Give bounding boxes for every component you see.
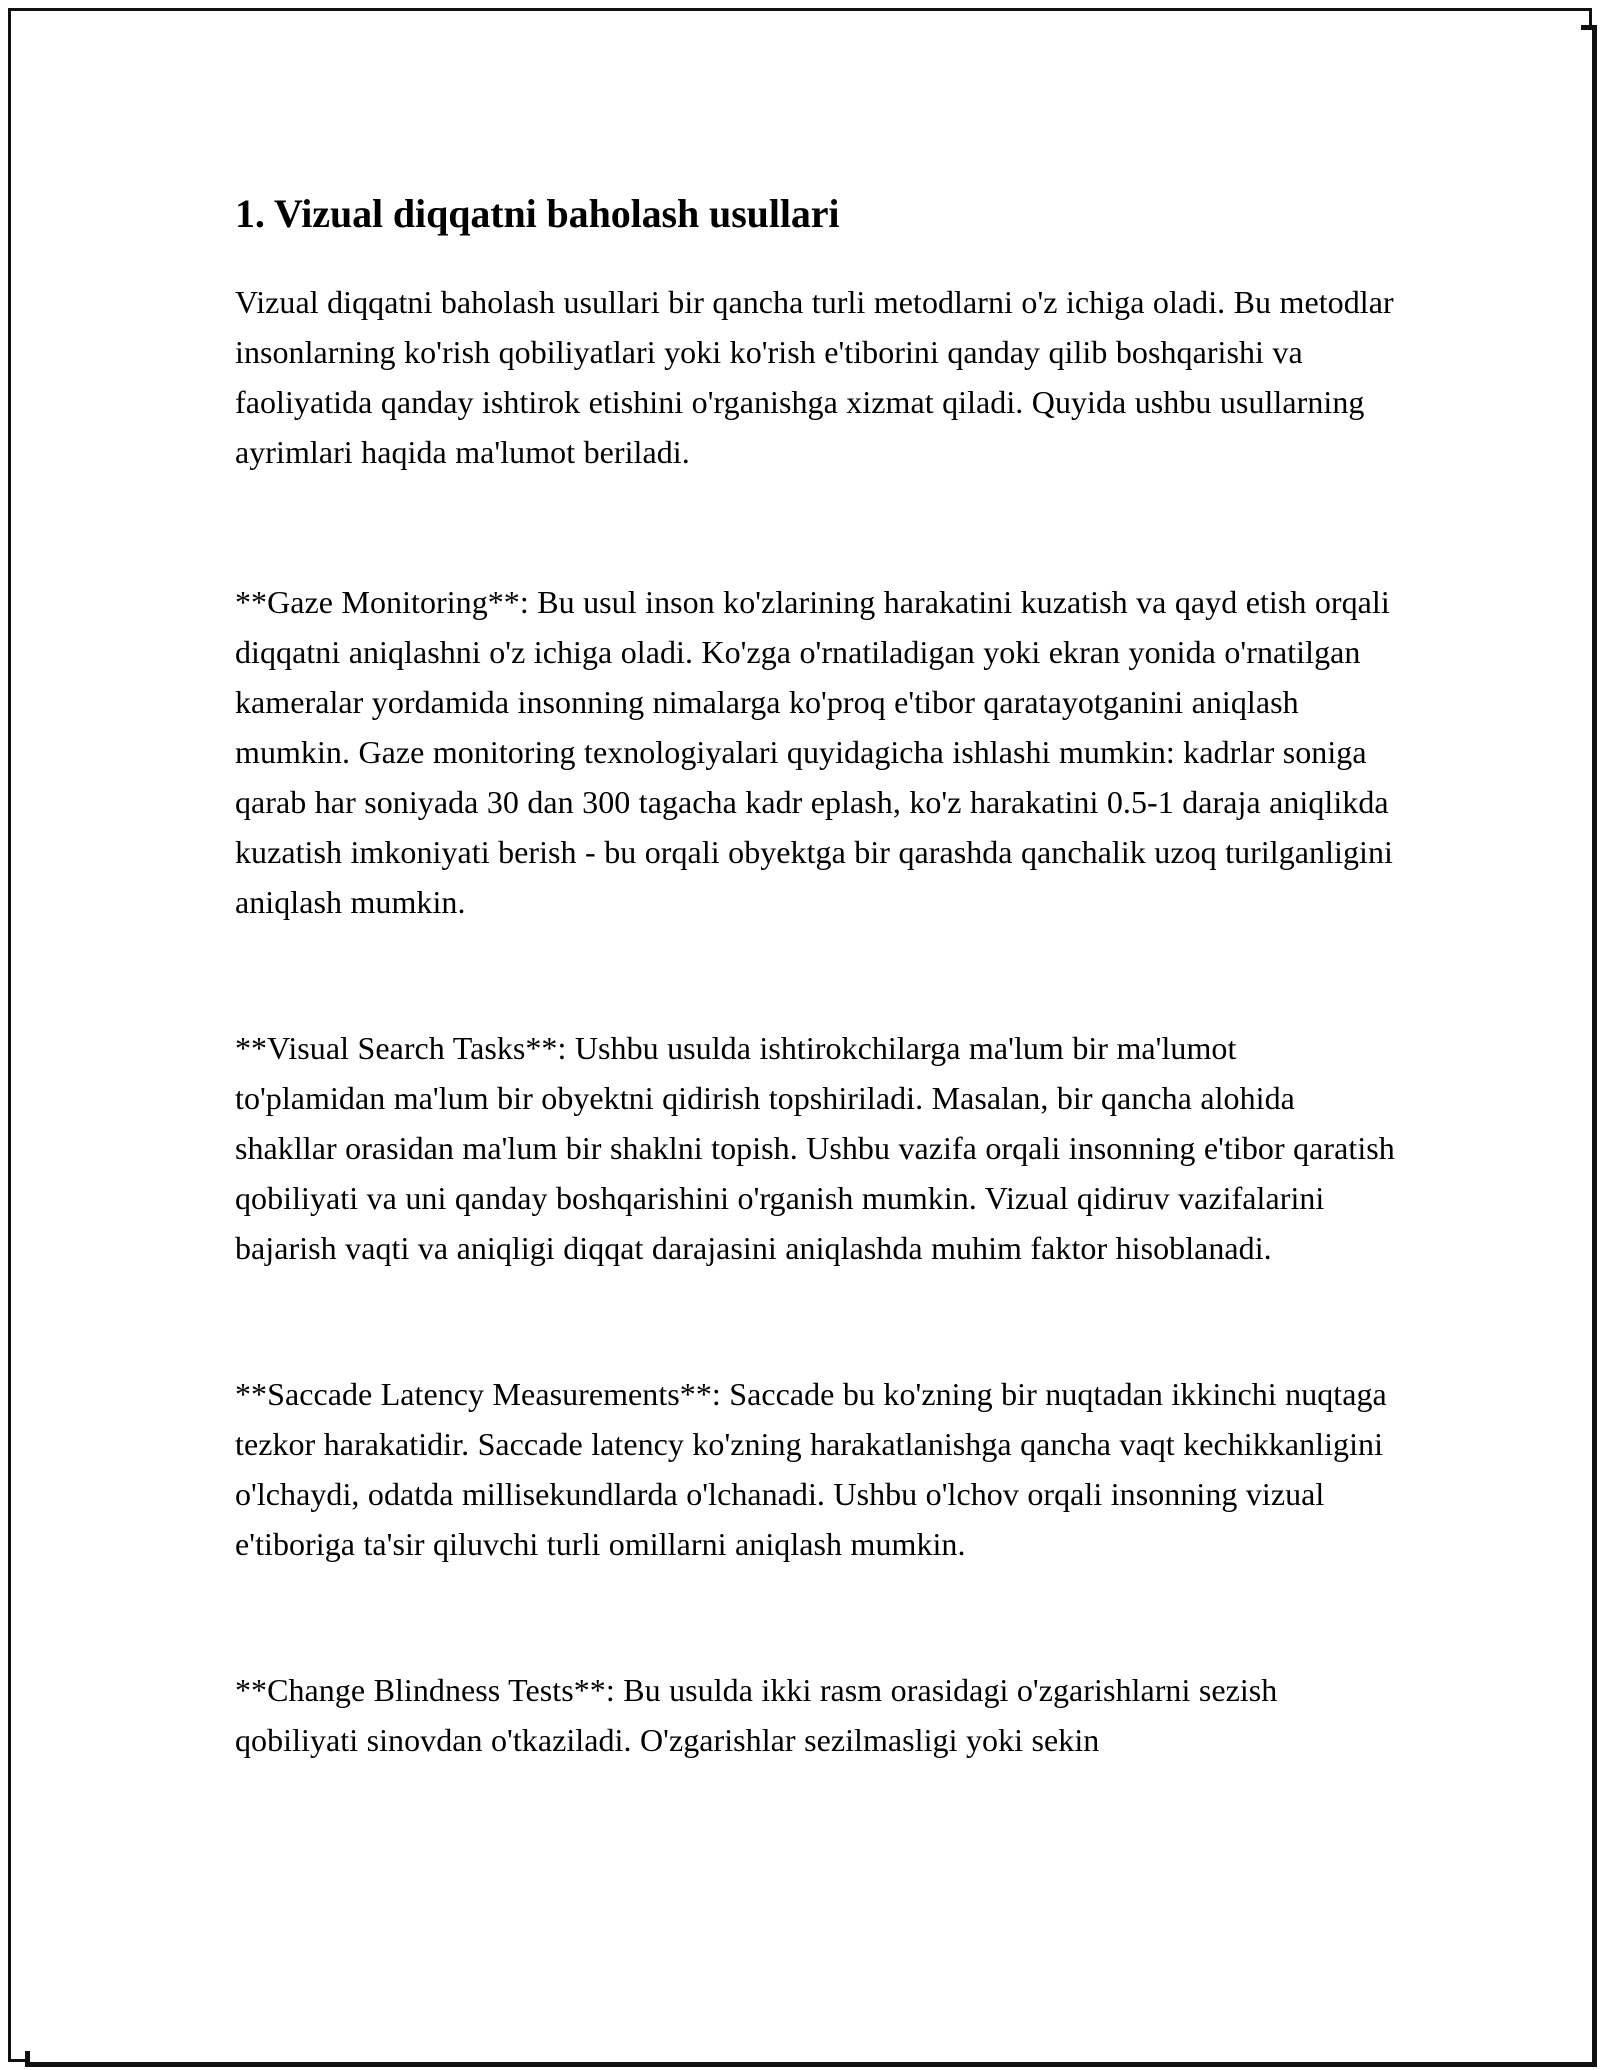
document-page [19, 19, 1581, 2051]
paragraph-intro: Vizual diqqatni baholash usullari bir qancha turli metodlarni o'z ichiga oladi. Bu metodlar insonlarning ko'rish qobiliyatlari yoki ko'rish e'tiborini qanday qilib boshqarishi va faoliyatida qanday ishtirok etishini o'rganishga xizmat qiladi. Quyida ushbu usullarning ayrimlari haqida ma'lumot beriladi. [235, 284, 1394, 470]
paragraph-saccade-latency-measurements: **Saccade Latency Measurements**: Saccade bu ko'zning bir nuqtadan ikkinchi nuqtaga tezkor harakatidir. Saccade latency ko'zning harakatlanishga qancha vaqt kechikkanligini o'lchaydi, odatda millisekundlarda o'lchanadi. Ushbu o'lchov orqali insonning vizual e'tiboriga ta'sir qiluvchi turli omillarni aniqlash mumkin. [235, 1376, 1387, 1562]
paragraph-gaze-monitoring: **Gaze Monitoring**: Bu usul inson ko'zlarining harakatini kuzatish va qayd etish orqali diqqatni aniqlashni o'z ichiga oladi. Ko'zga o'rnatiladigan yoki ekran yonida o'rnatilgan kameralar yordamida insonning nimalarga ko'proq e'tibor qaratayotganini aniqlash mumkin. Gaze monitoring texnologiyalari quyidagicha ishlashi mumkin: kadrlar soniga qarab har soniyada 30 dan 300 tagacha kadr eplash, ko'z harakatini 0.5-1 daraja aniqlikda kuzatish imkoniyati berish - bu orqali obyektga bir qarashda qanchalik uzoq turilganligini aniqlash mumkin. [235, 584, 1393, 920]
paragraph-spacer [235, 1569, 1395, 1665]
document-content [235, 189, 1395, 1765]
paragraph-change-blindness-tests: **Change Blindness Tests**: Bu usulda ikki rasm orasidagi o'zgarishlarni sezish qobiliyati sinovdan o'tkaziladi. O'zgarishlar sezilmasligi yoki sekin [235, 1672, 1278, 1758]
paragraph-visual-search-tasks: **Visual Search Tasks**: Ushbu usulda ishtirokchilarga ma'lum bir ma'lumot to'plamidan ma'lum bir obyektni qidirish topshiriladi. Masalan, bir qancha alohida shakllar orasidan ma'lum bir shaklni topish. Ushbu vazifa orqali insonning e'tibor qaratish qobiliyati va uni qanday boshqarishini o'rganish mumkin. Vizual qidiruv vazifalarini bajarish vaqti va aniqligi diqqat darajasini aniqlashda muhim faktor hisoblanadi. [235, 1030, 1395, 1266]
page-title: 1. Vizual diqqatni baholash usullari [235, 191, 840, 236]
paragraph-spacer [235, 927, 1395, 1023]
paragraph-spacer [235, 477, 1395, 577]
paragraph-spacer [235, 1273, 1395, 1369]
